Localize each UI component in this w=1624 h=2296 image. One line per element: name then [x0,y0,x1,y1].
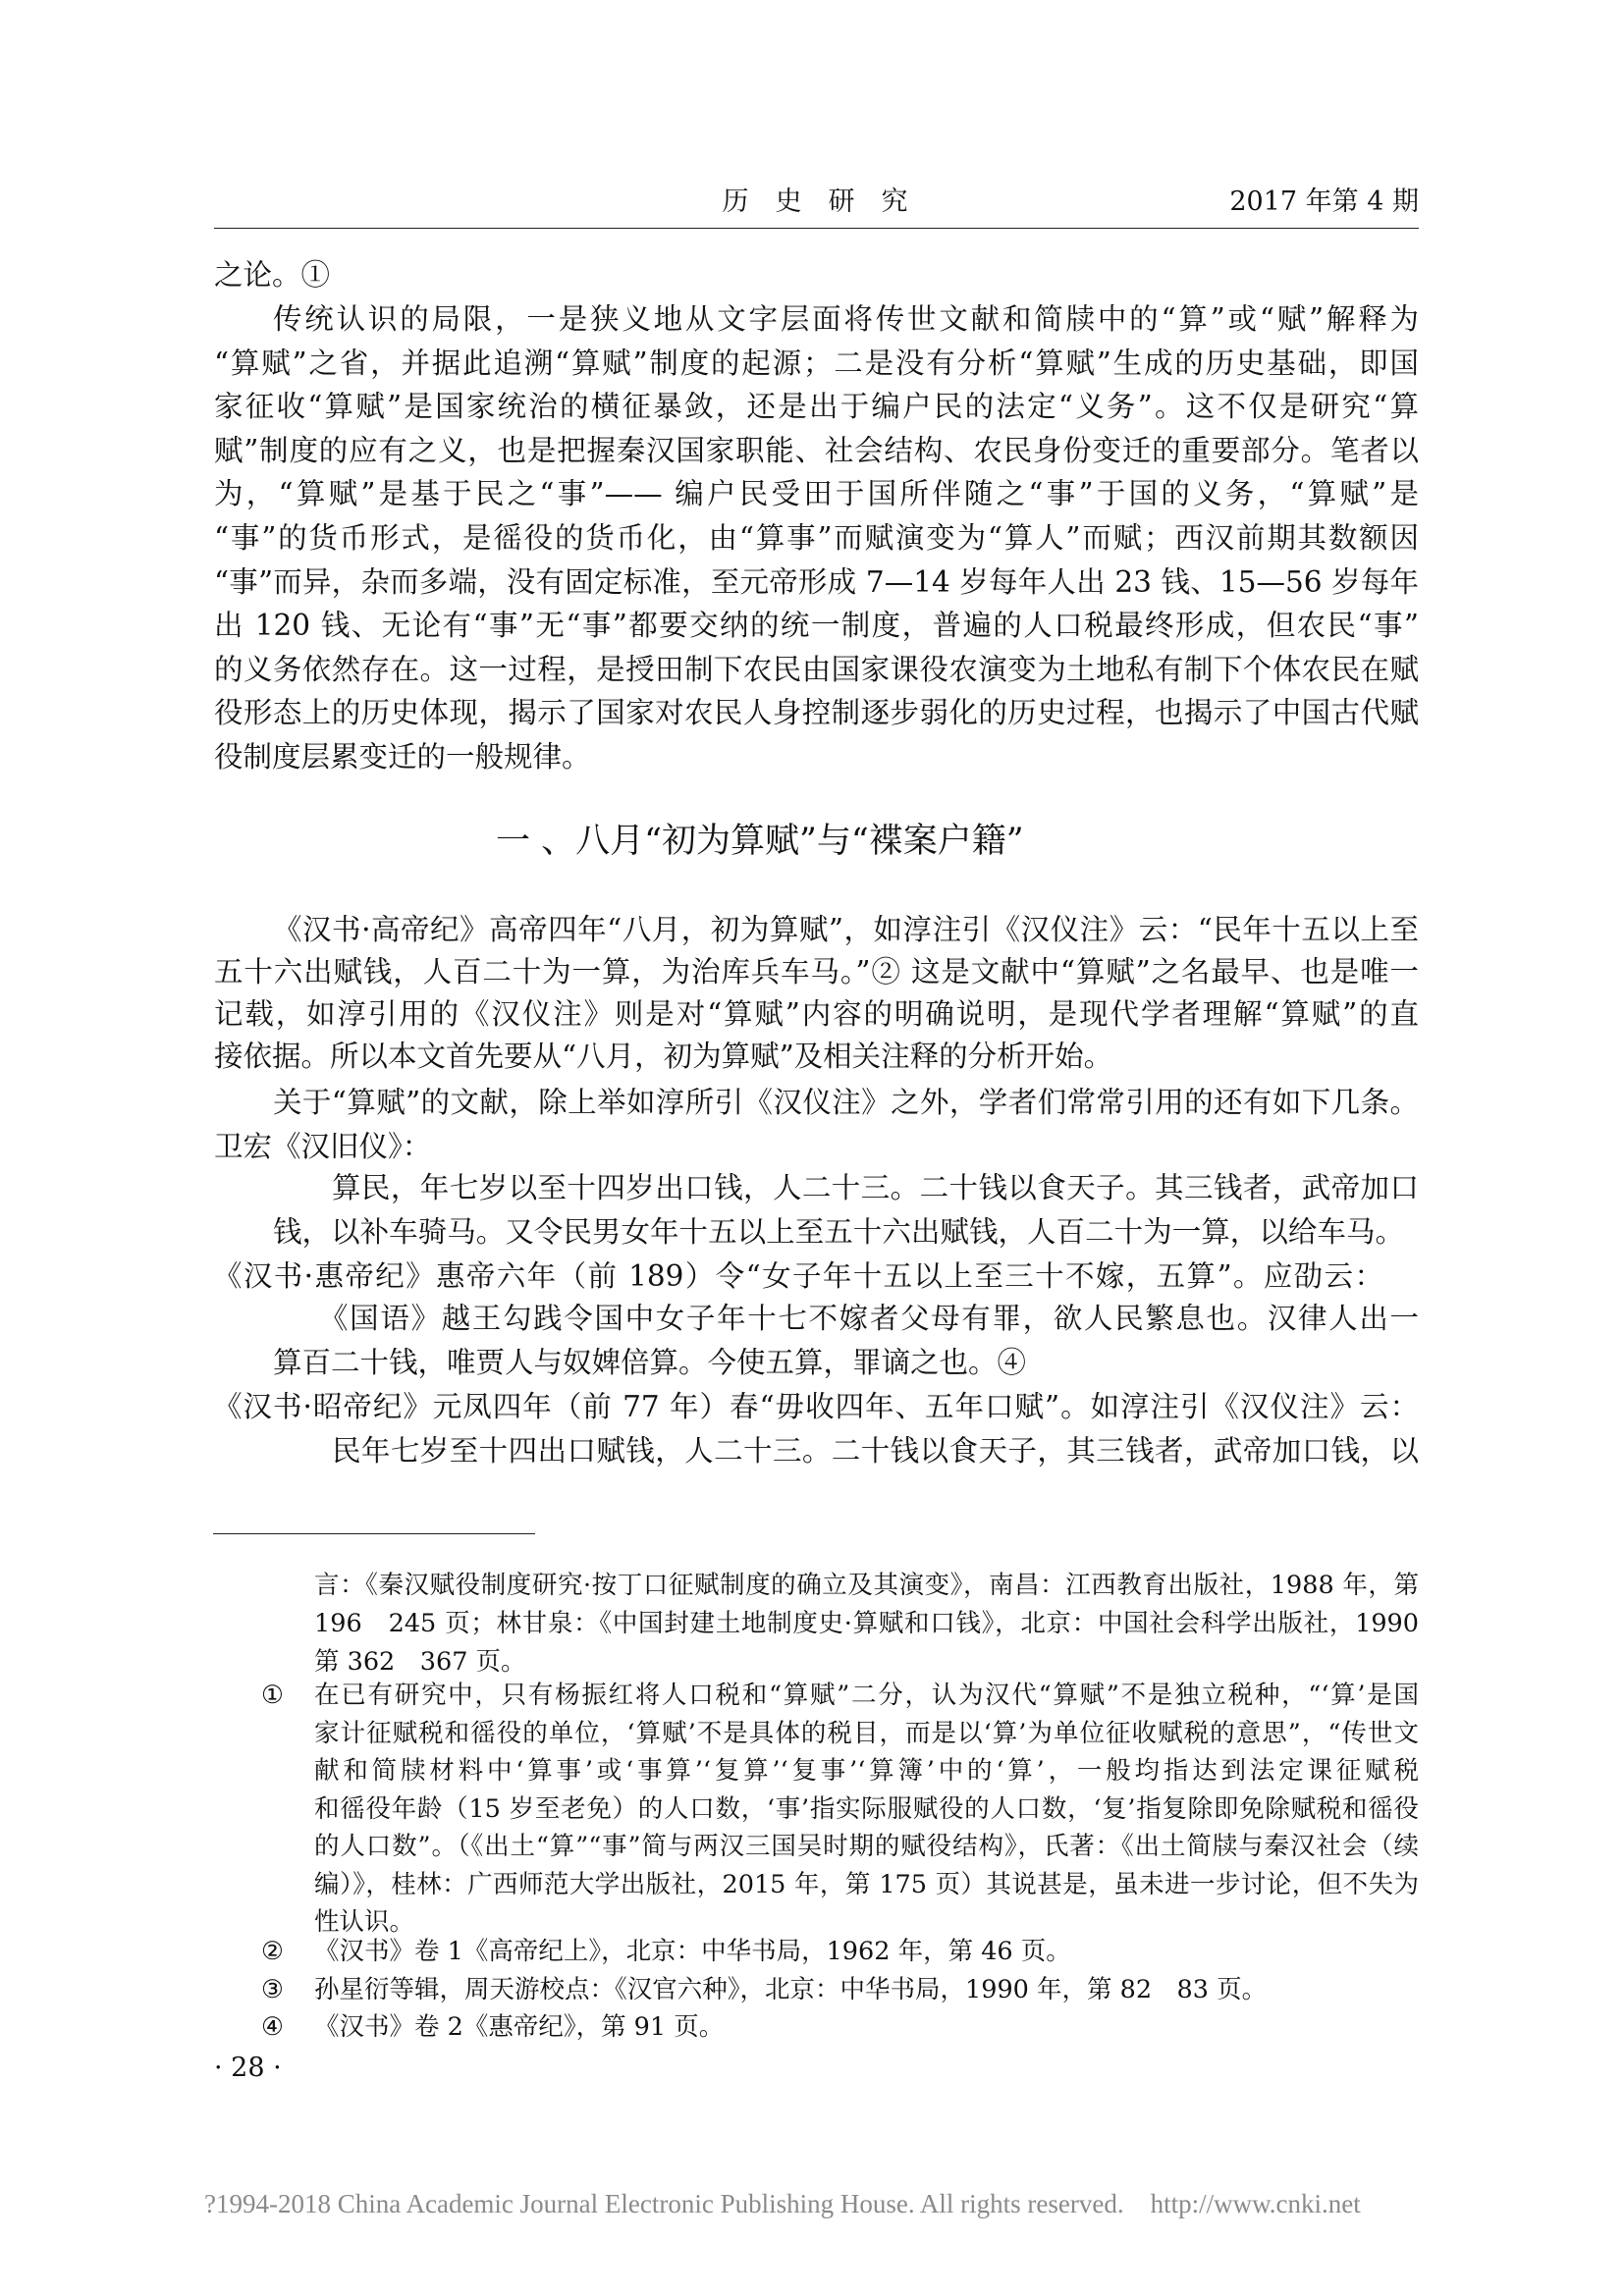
copyright-footer: ?1994-2018 China Academic Journal Electronic Publishing House. All rights reserved. http://www.cnki.net [204,2189,1361,2218]
issue-label: 2017 年第 4 期 [1229,187,1419,217]
body-line: 役制度层累变迁的一般规律。 [214,740,591,774]
quote-line: 民年七岁至十四出口赋钱，人二十三。二十钱以食天子，其三钱者，武帝加口钱，以 [332,1434,1419,1468]
body-line: 记载，如淳引用的《汉仪注》则是对“算赋”内容的明确说明，是现代学者理解“算赋”的直 [214,997,1419,1031]
body-line: 役形态上的历史体现，揭示了国家对农民人身控制逐步弱化的历史过程，也揭示了中国古代赋 [214,696,1419,729]
body-line: 《汉书·高帝纪》高帝四年“八月，初为算赋”，如淳注引《汉仪注》云：“民年十五以上至 [273,913,1419,946]
page-number: · 28 · [214,2053,282,2083]
footnote-line: 编）》，桂林：广西师范大学出版社，2015 年，第 175 页）其说甚是，虽未进一步讨论，但不失为 [314,1870,1419,1899]
body-line: “算赋”之省，并据此追溯“算赋”制度的起源；二是没有分析“算赋”生成的历史基础，即国 [214,347,1419,380]
body-line: 家征收“算赋”是国家统治的横征暴敛，还是出于编户民的法定“义务”。这不仅是研究“算 [214,390,1419,423]
footnote-line: 言：《秦汉赋役制度研究·按丁口征赋制度的确立及其演变》，南昌：江西教育出版社，1988 年，第 [314,1571,1419,1600]
body-line: 卫宏《汉旧仪》： [214,1130,432,1163]
footnote-line: 孙星衍等辑，周天游校点：《汉官六种》，北京：中华书局，1990 年，第 82 83 页。 [314,1975,1268,2004]
body-line: 传统认识的局限，一是狭义地从文字层面将传世文献和简牍中的“算”或“赋”解释为 [273,302,1419,336]
body-line: 之论。① [214,258,331,292]
footnote-line: 献和简牍材料中‘算事’或‘事算’‘复算’‘复事’‘算簿’中的‘算’，一般均指达到法定课征赋税 [314,1756,1419,1786]
header-rule [214,228,1419,229]
body-line: 五十六出赋钱，人百二十为一算，为治库兵车马。”② 这是文献中“算赋”之名最早、也是唯一 [214,955,1419,988]
body-line: 《汉书·昭帝纪》元凤四年（前 77 年）春“毋收四年、五年口赋”。如淳注引《汉仪注》云： [213,1390,1419,1423]
body-line: 的义务依然存在。这一过程，是授田制下农民由国家课役农演变为土地私有制下个体农民在赋 [214,653,1419,686]
journal-title: 历 史 研 究 [722,187,908,217]
body-line: 接依据。所以本文首先要从“八月，初为算赋”及相关注释的分析开始。 [214,1040,1113,1073]
quote-line: 算百二十钱，唯贾人与奴婢倍算。今使五算，罪谪之也。④ [273,1346,1027,1379]
footnote-line: 在已有研究中，只有杨振红将人口税和“算赋”二分，认为汉代“算赋”不是独立税种，“‘算’是国 [314,1681,1419,1710]
footnote-marker: ① [261,1681,284,1710]
footnote-line: 《汉书》卷 2《惠帝纪》，第 91 页。 [314,2012,725,2042]
section-heading: 一 、八月“初为算赋”与“褋案户籍” [496,822,1024,861]
quote-line: 算民，年七岁以至十四岁出口钱，人二十三。二十钱以食天子。其三钱者，武帝加口 [332,1171,1419,1204]
footnote-line: 和徭役年龄（15 岁至老免）的人口数，‘事’指实际服赋役的人口数，‘复’指复除即免除赋税和徭役 [314,1794,1419,1824]
quote-line: 钱，以补车骑马。又令民男女年十五以上至五十六出赋钱，人百二十为一算，以给车马。 [273,1215,1404,1249]
footnote-marker: ② [261,1937,284,1966]
quote-line: 《国语》越王勾践令国中女子年十七不嫁者父母有罪，欲人民繁息也。汉律人出一 [319,1302,1419,1335]
footnote-line: 第 362 367 页。 [314,1647,526,1677]
footnote-rule [213,1533,535,1534]
footnote-line: 196 245 页；林甘泉：《中国封建土地制度史·算赋和口钱》，北京：中国社会科学出版社，1990 [314,1609,1419,1638]
body-line: 为，“算赋”是基于民之“事”—— 编户民受田于国所伴随之“事”于国的义务，“算赋”是 [214,477,1419,510]
body-line: 出 120 钱、无论有“事”无“事”都要交纳的统一制度，普遍的人口税最终形成，但农民“事” [214,609,1419,642]
footnote-line: 性认识。 [314,1907,415,1937]
footnote-line: 《汉书》卷 1《高帝纪上》，北京：中华书局，1962 年，第 46 页。 [314,1937,1071,1966]
footnote-marker: ③ [261,1975,284,2004]
body-line: 赋”制度的应有之义，也是把握秦汉国家职能、社会结构、农民身份变迁的重要部分。笔者以 [214,434,1419,467]
body-line: “事”的货币形式，是徭役的货币化，由“算事”而赋演变为“算人”而赋；西汉前期其数额因 [214,521,1419,555]
footnote-line: 家计征赋税和徭役的单位，‘算赋’不是具体的税目，而是以‘算’为单位征收赋税的意思”，“传世文 [314,1719,1419,1748]
footnote-marker: ④ [261,2012,284,2042]
body-line: 《汉书·惠帝纪》惠帝六年（前 189）令“女子年十五以上至三十不嫁，五算”。应劭云： [213,1259,1383,1293]
body-line: 关于“算赋”的文献，除上举如淳所引《汉仪注》之外，学者们常常引用的还有如下几条。 [273,1086,1419,1119]
footnote-line: 的人口数”。（《出土“算”“事”简与两汉三国吴时期的赋役结构》，氏著：《出土简牍与秦汉社会（续 [314,1832,1419,1861]
body-line: “事”而异，杂而多端，没有固定标准，至元帝形成 7—14 岁每年人出 23 钱、15—56 岁每年 [214,565,1419,599]
